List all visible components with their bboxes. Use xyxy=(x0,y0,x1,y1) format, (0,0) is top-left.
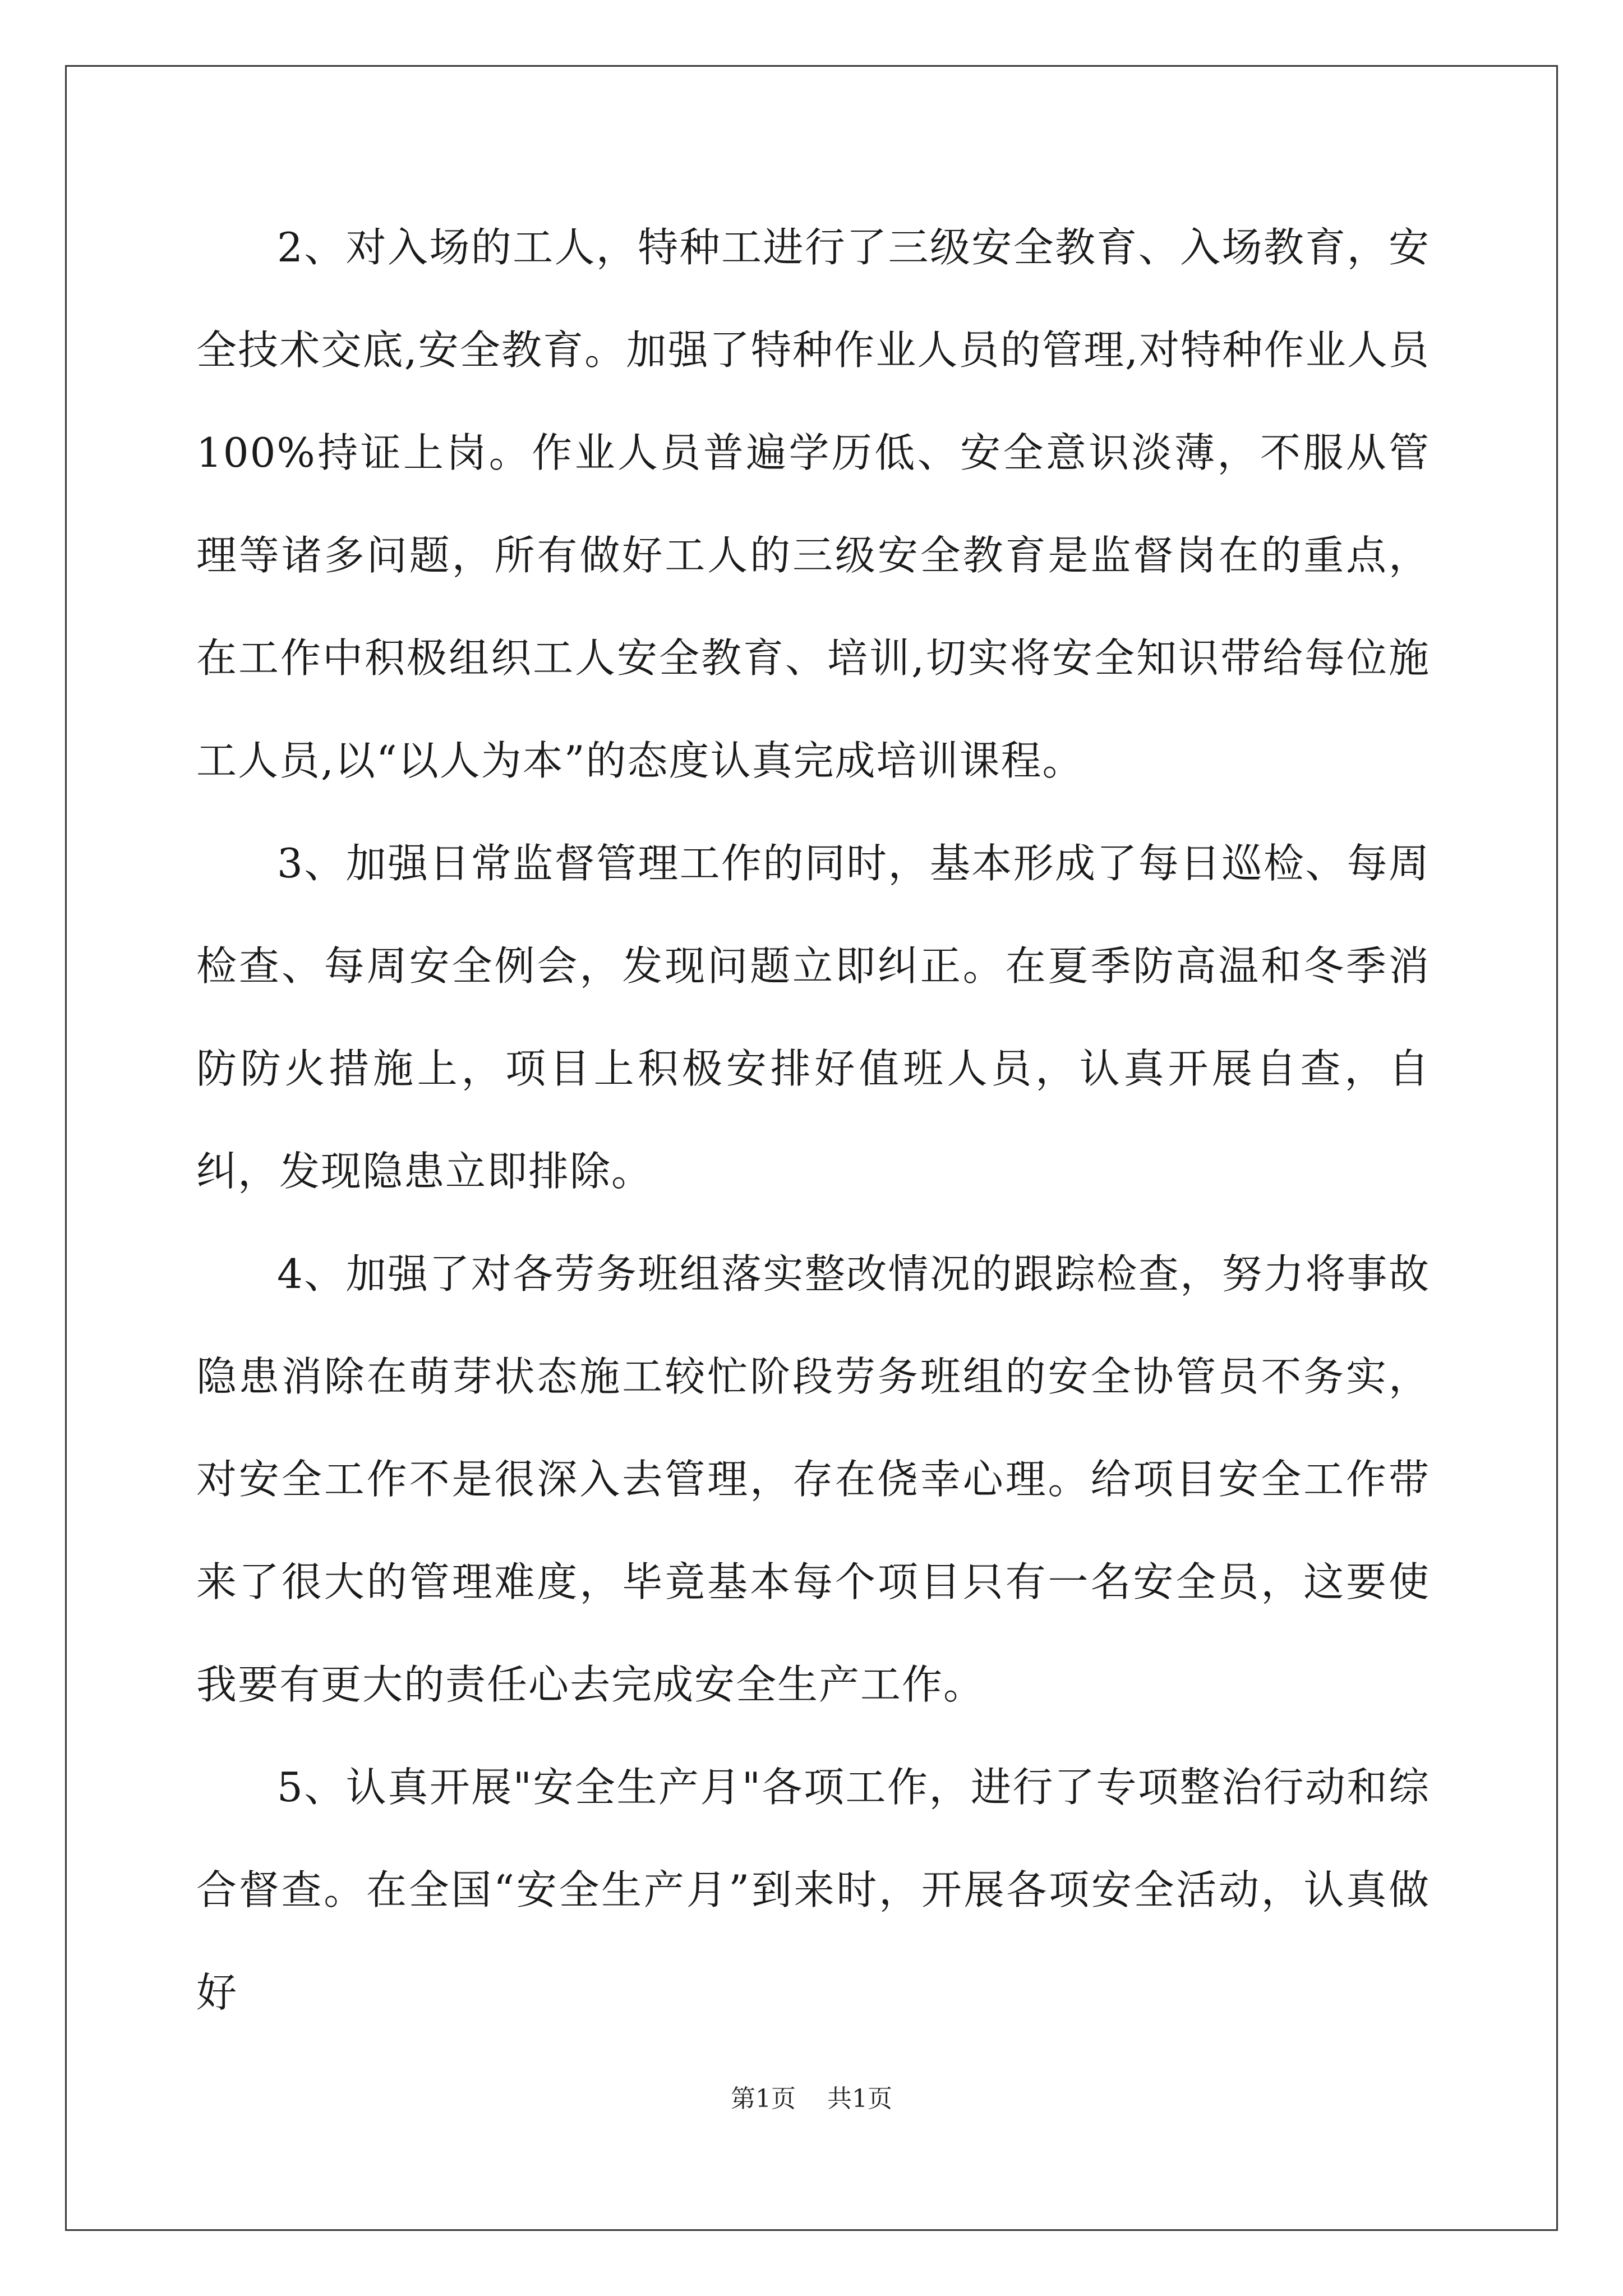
paragraph-5: 5、认真开展"安全生产月"各项工作，进行了专项整治行动和综合督查。在全国“安全生产月”到来时，开展各项安全活动，认真做好 xyxy=(196,1764,1430,2016)
paragraph-3: 3、加强日常监督管理工作的同时，基本形成了每日巡检、每周检查、每周安全例会，发现问题立即纠正。在夏季防高温和冬季消防防火措施上，项目上积极安排好值班人员，认真开展自查，自纠，发现隐患立即排除。 xyxy=(196,840,1430,1195)
page-total: 共1页 xyxy=(827,2085,892,2113)
document-body xyxy=(196,196,1430,2044)
page-number: 第1页 xyxy=(731,2085,796,2113)
page-footer xyxy=(0,2078,1623,2114)
paragraph-2: 2、对入场的工人，特种工进行了三级安全教育、入场教育，安全技术交底,安全教育。加强了特种作业人员的管理,对特种作业人员100%持证上岗。作业人员普遍学历低、安全意识淡薄，不服从管理等诸多问题，所有做好工人的三级安全教育是监督岗在的重点，在工作中积极组织工人安全教育、培训,切实将安全知识带给每位施工人员,以“以人为本”的态度认真完成培训课程。 xyxy=(196,224,1430,784)
paragraph-4: 4、加强了对各劳务班组落实整改情况的跟踪检查，努力将事故隐患消除在萌芽状态施工较忙阶段劳务班组的安全协管员不务实，对安全工作不是很深入去管理，存在侥幸心理。给项目安全工作带来了很大的管理难度，毕竟基本每个项目只有一名安全员，这要使我要有更大的责任心去完成安全生产工作。 xyxy=(196,1250,1430,1708)
